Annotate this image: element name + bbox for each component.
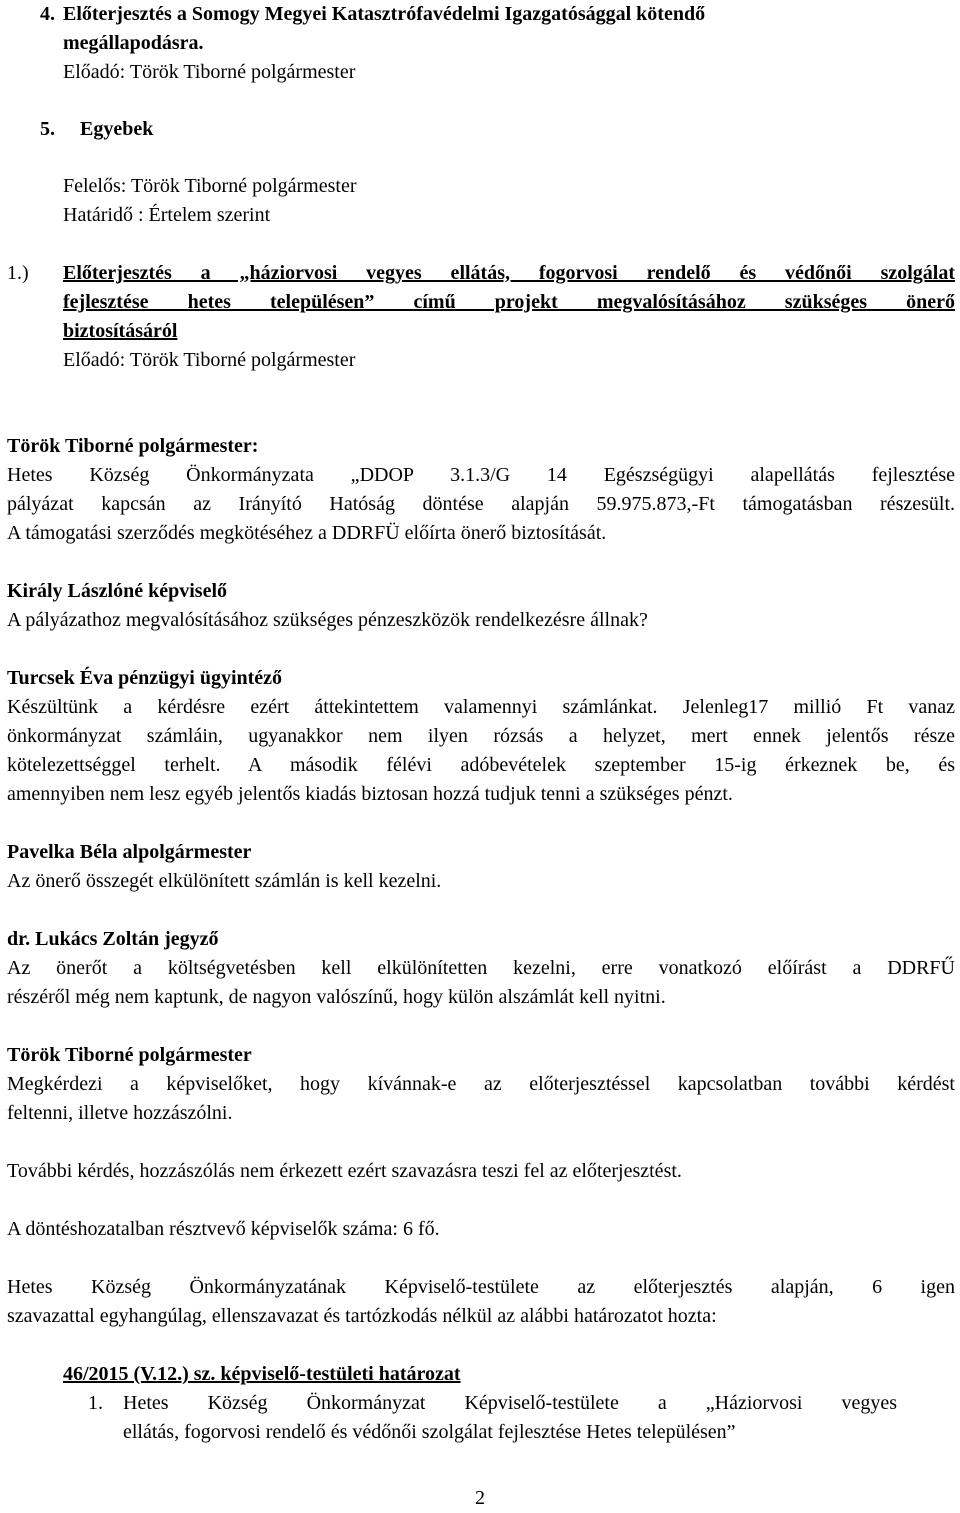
speech-line: Készültünk a kérdésre ezért áttekintettem valamennyi számlánkat. Jelenleg17 millió Ft vanaz bbox=[7, 696, 955, 718]
speech-line: amennyiben nem lesz egyéb jelentős kiadás biztosan hozzá tudjuk tenni a szükséges pénzt. bbox=[7, 783, 733, 805]
agenda1-title-line3: biztosításáról bbox=[63, 320, 178, 342]
item5-title: Egyebek bbox=[80, 118, 154, 140]
speech-line: részéről még nem kaptunk, de nagyon valószínű, hogy külön alszámlát kell nyitni. bbox=[7, 986, 666, 1008]
decision-intro-line: szavazattal egyhangúlag, ellenszavazat és tartózkodás nélkül az alábbi határozatot hozta: bbox=[7, 1305, 717, 1327]
resolution-point-number: 1. bbox=[88, 1392, 103, 1414]
item4-number: 4. bbox=[40, 3, 55, 25]
item5-responsible: Felelős: Török Tiborné polgármester bbox=[63, 175, 357, 197]
statement-no-questions: További kérdés, hozzászólás nem érkezett ezért szavazásra teszi fel az előterjesztést. bbox=[7, 1160, 682, 1182]
agenda1-presenter: Előadó: Török Tiborné polgármester bbox=[63, 349, 356, 371]
resolution-point-line1: Hetes Község Önkormányzat Képviselő-testülete a „Háziorvosi vegyes bbox=[123, 1392, 897, 1414]
speaker-name: dr. Lukács Zoltán jegyző bbox=[7, 928, 219, 950]
speech-line: Az önerő összegét elkülönített számlán is kell kezelni. bbox=[7, 870, 442, 892]
speaker-name: Turcsek Éva pénzügyi ügyintéző bbox=[7, 667, 283, 689]
agenda1-number: 1.) bbox=[7, 262, 29, 284]
decision-intro-line: Hetes Község Önkormányzatának Képviselő-testülete az előterjesztés alapján, 6 igen bbox=[7, 1276, 955, 1298]
speech-line: Az önerőt a költségvetésben kell elkülönítetten kezelni, erre vonatkozó előírást a DDRFŰ bbox=[7, 957, 955, 979]
statement-participants: A döntéshozatalban résztvevő képviselők száma: 6 fő. bbox=[7, 1218, 440, 1240]
item4-title-line1: Előterjesztés a Somogy Megyei Katasztrófavédelmi Igazgatósággal kötendő bbox=[63, 3, 706, 25]
agenda1-title-line1: Előterjesztés a „háziorvosi vegyes ellátás, fogorvosi rendelő és védőnői szolgálat bbox=[63, 262, 955, 284]
speech-line: Hetes Község Önkormányzata „DDOP 3.1.3/G 14 Egészségügyi alapellátás fejlesztése bbox=[7, 464, 955, 486]
speech-line: Megkérdezi a képviselőket, hogy kívánnak-e az előterjesztéssel kapcsolatban további kérdést bbox=[7, 1073, 955, 1095]
item4-title-line2: megállapodásra. bbox=[63, 32, 204, 54]
speaker-name: Pavelka Béla alpolgármester bbox=[7, 841, 252, 863]
speech-line: pályázat kapcsán az Irányító Hatóság döntése alapján 59.975.873,-Ft támogatásban részesült. bbox=[7, 493, 955, 515]
resolution-point-line2: ellátás, fogorvosi rendelő és védőnői szolgálat fejlesztése Hetes településen” bbox=[123, 1421, 736, 1443]
speaker-name: Török Tiborné polgármester bbox=[7, 1044, 252, 1066]
item5-number: 5. bbox=[40, 118, 55, 140]
item5-deadline: Határidő : Értelem szerint bbox=[63, 204, 271, 226]
speaker-name: Király Lászlóné képviselő bbox=[7, 580, 227, 602]
speaker-name: Török Tiborné polgármester: bbox=[7, 435, 259, 457]
agenda1-title-line2: fejlesztése hetes településen” című projekt megvalósításához szükséges önerő bbox=[63, 291, 955, 313]
speech-line: önkormányzat számláin, ugyanakkor nem ilyen rózsás a helyzet, mert ennek jelentős része bbox=[7, 725, 955, 747]
resolution-title: 46/2015 (V.12.) sz. képviselő-testületi határozat bbox=[63, 1363, 461, 1385]
item4-presenter: Előadó: Török Tiborné polgármester bbox=[63, 61, 356, 83]
speech-line: A pályázathoz megvalósításához szükséges pénzeszközök rendelkezésre állnak? bbox=[7, 609, 648, 631]
page-number: 2 bbox=[475, 1487, 485, 1509]
speech-line: feltenni, illetve hozzászólni. bbox=[7, 1102, 233, 1124]
speech-line: A támogatási szerződés megkötéséhez a DDRFÜ előírta önerő biztosítását. bbox=[7, 522, 607, 544]
speech-line: kötelezettséggel terhelt. A második félévi adóbevételek szeptember 15-ig érkeznek be, és bbox=[7, 754, 955, 776]
